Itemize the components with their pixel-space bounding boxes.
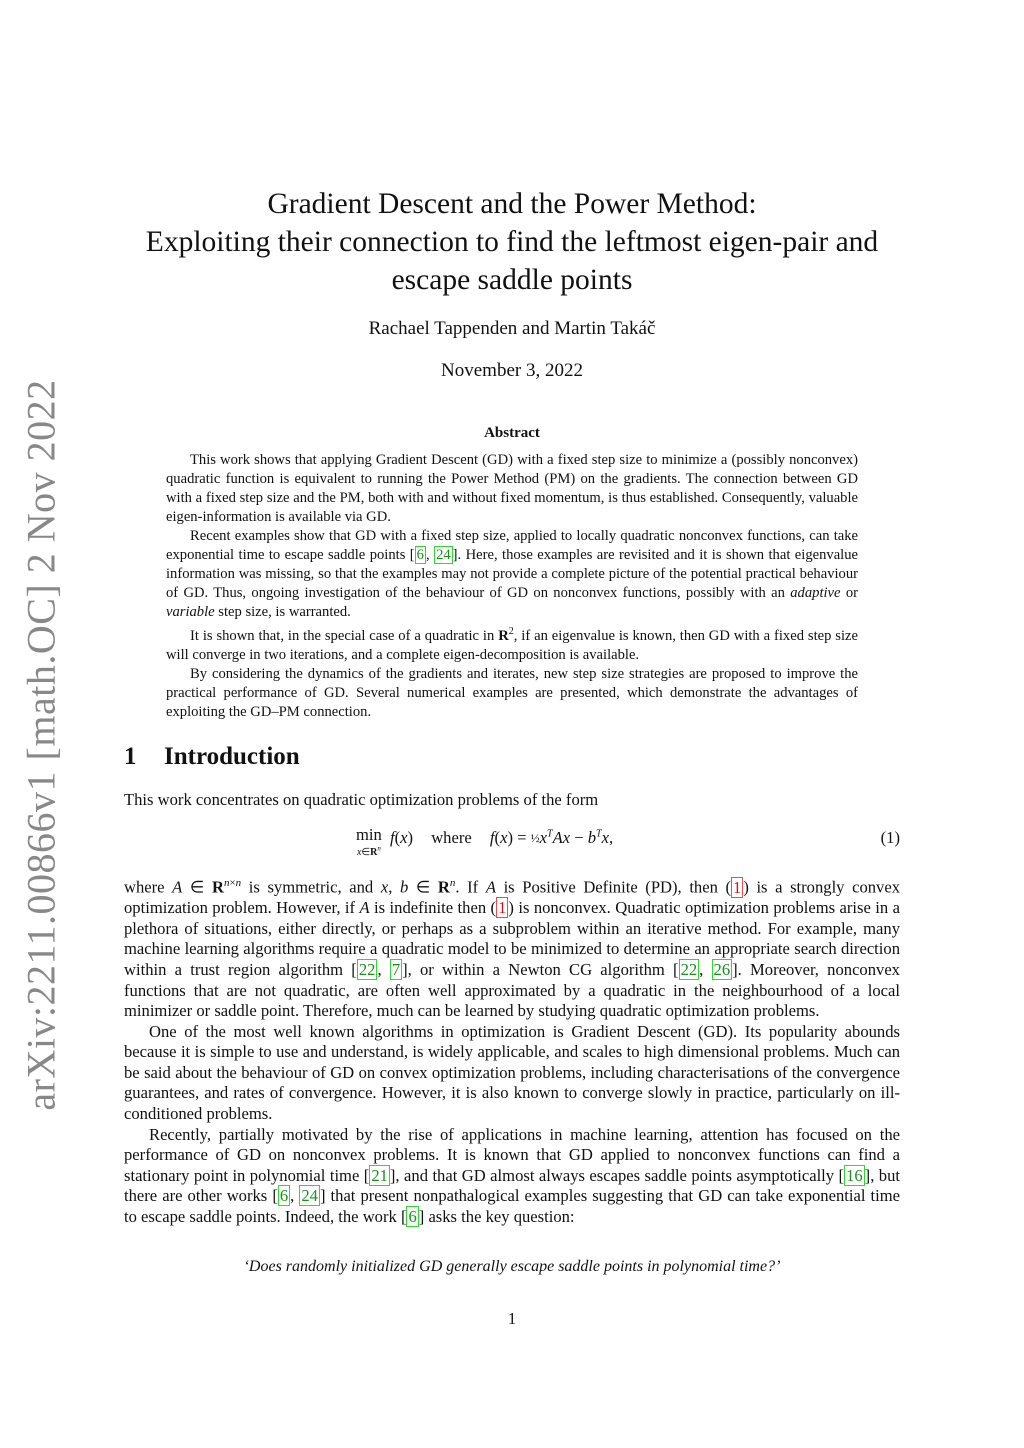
arxiv-side-stamp	[12, 379, 70, 1111]
page-number: 1	[507, 1309, 517, 1328]
title-line-1: Gradient Descent and the Power Method:	[267, 188, 757, 220]
authors: Rachael Tappenden and Martin Takáč	[368, 318, 656, 339]
date: November 3, 2022	[441, 360, 583, 381]
citation-link[interactable]: 24	[301, 1186, 318, 1206]
abstract-paragraph: It is shown that, in the special case of a quadratic in $R^2$, if an eigenvalue is known, then GD with a fixed step size will converge in two iterations, and a complete eigen-decomposition is available.	[166, 626, 858, 663]
citation-link[interactable]: 24	[436, 547, 451, 563]
section-title: Introduction	[164, 743, 300, 770]
arxiv-identifier: arXiv:2211.00866v1 [math.OC] 2 Nov 2022	[18, 379, 64, 1111]
key-question-quote: ‘Does randomly initialized GD generally escape saddle points in polynomial time?’	[243, 1258, 781, 1275]
section-number: 1	[124, 743, 137, 770]
title-line-3: escape saddle points	[391, 264, 633, 296]
abstract-paragraph: Recent examples show that GD with a fixed step size, applied to locally quadratic nonconvex functions, can take exponential time to escape saddle points [ 6 , 24 ]. Here, those examples are revisited and it is shown that eigenvalue information was missing, so that the examples may not provide a complete picture of the potential practical behaviour of GD. Thus, ongoing investigation of the behaviour of GD on nonconvex functions, possibly with an adaptive or variable step size, is warranted.	[166, 528, 859, 620]
citation-link[interactable]: 21	[371, 1165, 388, 1185]
abstract-paragraph: By considering the dynamics of the gradients and iterates, new step size strategies are proposed to improve the practical performance of GD. Several numerical examples are presented, which demonstrate the advantages of exploiting the GD–PM connection.	[166, 665, 858, 720]
abstract-heading: Abstract	[484, 425, 540, 441]
citation-link[interactable]: 6	[416, 547, 424, 563]
abstract-paragraph: This work shows that applying Gradient Descent (GD) with a fixed step size to minimize a (possibly nonconvex) quadratic function is equivalent to running the Power Method (PM) on the gradients. The connection between GD with a fixed step size and the PM, both with and without fixed momentum, is thus established. Consequently, valuable eigen-information is available via GD.	[166, 452, 858, 525]
citation-link[interactable]: 16	[846, 1165, 863, 1185]
equation-ref-link[interactable]: 1	[498, 898, 507, 918]
paragraph: One of the most well known algorithms in optimization is Gradient Descent (GD). Its popularity abounds because it is simple to use and understand, is widely applicable, and scales to high dimensional problems. Much can be said about the behaviour of GD on convex optimization problems, including characterisations of the convergence guarantees, and rates of convergence. However, it is also known to converge slowly in practice, particularly on ill-conditioned problems.	[124, 1021, 900, 1124]
abstract	[166, 451, 858, 722]
citation-link[interactable]: 26	[713, 959, 731, 979]
body-text	[124, 873, 900, 1228]
paragraph: Recently, partially motivated by the rise of applications in machine learning, attention has focused on the performance of GD on nonconvex problems. It is known that GD applied to nonconvex functions can find a stationary point in polynomial time [ 21 ], and that GD almost always escapes saddle points asymptotically [ 16 ], but there are other works [ 6 , 24 ] that present nonpathalogical examples suggesting that GD can take exponential time to escape saddle points. Indeed, the work [ 6 ] asks the key question:	[124, 1124, 900, 1227]
equation-ref-link[interactable]: 1	[733, 877, 742, 897]
citation-link[interactable]: 6	[408, 1207, 417, 1227]
title-line-2: Exploiting their connection to find the leftmost eigen-pair and	[145, 226, 879, 258]
citation-link[interactable]: 6	[279, 1186, 289, 1206]
equation-1: min $x\in R^n$ f(x) where $f(x) = \frac{1}{2}x^TAx - b^Tx$, (1)	[356, 825, 900, 859]
section-heading	[124, 743, 300, 771]
citation-link[interactable]: 22	[358, 959, 376, 979]
paper-title	[120, 185, 904, 299]
paragraph: where A ∈ $R^{n\times n}$ is symmetric, and x, b ∈ $R^n$. If A is Positive Definite (PD), then ( 1 ) is a strongly convex optimization problem. However, if A is indefinite then ( 1 ) is nonconvex. Quadratic optimization problems arise in a plethora of situations, either directly, or perhaps as a subproblem within an iterative method. For example, many machine learning algorithms require a quadratic model to be minimized to determine an appropriate search direction within a trust region algorithm [ 22 , 7 ], or within a Newton CG algorithm [ 22 , 26 ]. Moreover, nonconvex functions that are not quadratic, are often well approximated by a quadratic in the neighbourhood of a local minimizer or saddle point. Therefore, much can be learned by studying quadratic optimization problems.	[124, 877, 900, 1021]
intro-line: This work concentrates on quadratic optimization problems of the form	[124, 790, 599, 809]
citation-link[interactable]: 22	[680, 959, 698, 979]
equation-number: (1)	[880, 828, 900, 847]
citation-link[interactable]: 7	[391, 959, 401, 979]
